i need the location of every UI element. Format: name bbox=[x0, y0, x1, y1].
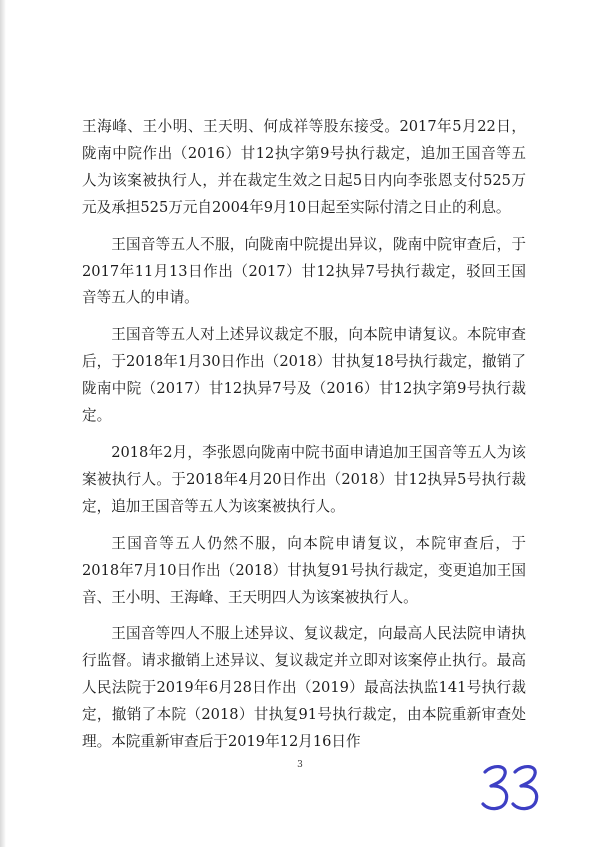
paragraph-6: 王国音等四人不服上述异议、复议裁定，向最高人民法院申请执行监督。请求撤销上述异议、复议裁定并立即对该案停止执行。最高人民法院于2019年6月28日作出（2019）最高法执监141号执行裁定，撤销了本院（2018）甘执复91号执行裁定，由本院重新审查处理。本院重新审查后于2019年12月16日作 bbox=[82, 625, 526, 751]
page-number: 3 bbox=[297, 760, 303, 770]
document-body bbox=[82, 114, 526, 766]
paragraph-4: 2018年2月，李张恩向陇南中院书面申请追加王国音等五人为该案被执行人。于2018年4月20日作出（2018）甘12执异5号执行裁定，追加王国音等五人为该案被执行人。 bbox=[82, 443, 526, 515]
scan-edge-shadow bbox=[0, 0, 6, 847]
paragraph-1: 王海峰、王小明、王天明、何成祥等股东接受。2017年5月22日，陇南中院作出（2016）甘12执字第9号执行裁定，追加王国音等五人为该案被执行人，并在裁定生效之日起5日内向李张恩支付525万元及承担525万元自2004年9月10日起至实际付清之日止的利息。 bbox=[82, 118, 526, 216]
paragraph-5: 王国音等五人仍然不服，向本院申请复议，本院审查后，于2018年7月10日作出（2018）甘执复91号执行裁定，变更追加王国音、王小明、王海峰、王天明四人为该案被执行人。 bbox=[82, 534, 526, 606]
handwritten-page-number bbox=[477, 758, 547, 818]
paragraph-2: 王国音等五人不服，向陇南中院提出异议，陇南中院审查后，于2017年11月13日作出（2017）甘12执异7号执行裁定，驳回王国音等五人的申请。 bbox=[82, 235, 526, 307]
paragraph-3: 王国音等五人对上述异议裁定不服，向本院申请复议。本院审查后，于2018年1月30日作出（2018）甘执复18号执行裁定，撤销了陇南中院（2017）甘12执异7号及（2016）甘12执字第9号执行裁定。 bbox=[82, 326, 526, 425]
